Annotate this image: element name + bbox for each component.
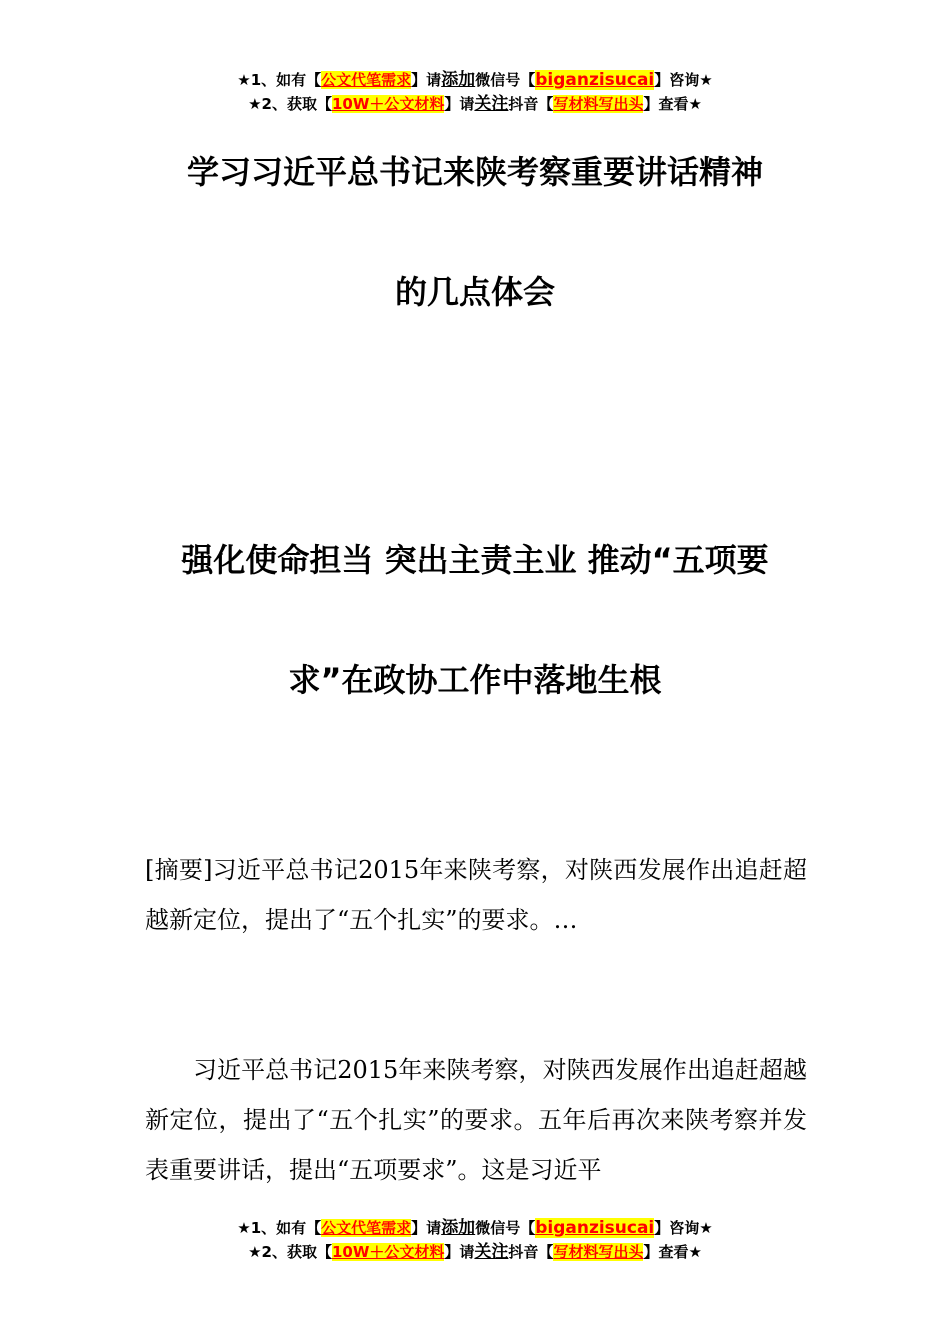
notice-text: 】请	[411, 71, 442, 89]
notice-text: 】请	[444, 1243, 475, 1261]
notice-text: 】咨询★	[654, 71, 713, 89]
notice-text: 抖音【	[508, 1243, 554, 1261]
notice-text: 】请	[444, 95, 475, 113]
notice-emphasis: 添加	[441, 1218, 476, 1238]
highlight-wechat-id: biganzisucai	[535, 1218, 655, 1238]
document-title-line-2: 的几点体会	[394, 273, 555, 311]
notice-text: 】请	[411, 1219, 442, 1237]
notice-text: 微信号【	[475, 1219, 536, 1237]
notice-text: ★2、获取【	[248, 1243, 332, 1261]
highlight-douyin: 写材料写出头	[553, 95, 644, 113]
footer-notice	[0, 1216, 950, 1264]
highlight-service: 公文代笔需求	[321, 1219, 412, 1237]
document-title-line-1: 学习习近平总书记来陕考察重要讲话精神	[186, 153, 763, 191]
header-notice	[0, 68, 950, 116]
body-paragraph: 习近平总书记2015年来陕考察，对陕西发展作出追赶超越新定位，提出了“五个扎实”的要求。五年后再次来陕考察并发表重要讲话，提出“五项要求”。这是习近平	[145, 1056, 807, 1184]
notice-text: ★2、获取【	[248, 95, 332, 113]
notice-line-2	[0, 92, 950, 116]
highlight-service: 公文代笔需求	[321, 71, 412, 89]
abstract-paragraph: [摘要]习近平总书记2015年来陕考察，对陕西发展作出追赶超越新定位，提出了“五个扎实”的要求。…	[145, 856, 807, 934]
notice-text: 】查看★	[643, 95, 702, 113]
notice-emphasis: 关注	[474, 1242, 509, 1262]
notice-line-1	[0, 1216, 950, 1240]
highlight-douyin: 写材料写出头	[553, 1243, 644, 1261]
notice-text: 】咨询★	[654, 1219, 713, 1237]
notice-line-2	[0, 1240, 950, 1264]
notice-emphasis: 关注	[474, 94, 509, 114]
notice-text: 抖音【	[508, 95, 554, 113]
highlight-materials: 10W＋公文材料	[331, 1243, 445, 1261]
notice-text: 】查看★	[643, 1243, 702, 1261]
notice-line-1	[0, 68, 950, 92]
highlight-materials: 10W＋公文材料	[331, 95, 445, 113]
notice-text: ★1、如有【	[237, 1219, 322, 1237]
notice-text: 微信号【	[475, 71, 536, 89]
document-subtitle-line-2: 求”在政协工作中落地生根	[288, 661, 662, 699]
highlight-wechat-id: biganzisucai	[535, 70, 655, 90]
document-subtitle-line-1: 强化使命担当 突出主责主业 推动“五项要	[181, 541, 769, 579]
notice-text: ★1、如有【	[237, 71, 322, 89]
notice-emphasis: 添加	[441, 70, 476, 90]
